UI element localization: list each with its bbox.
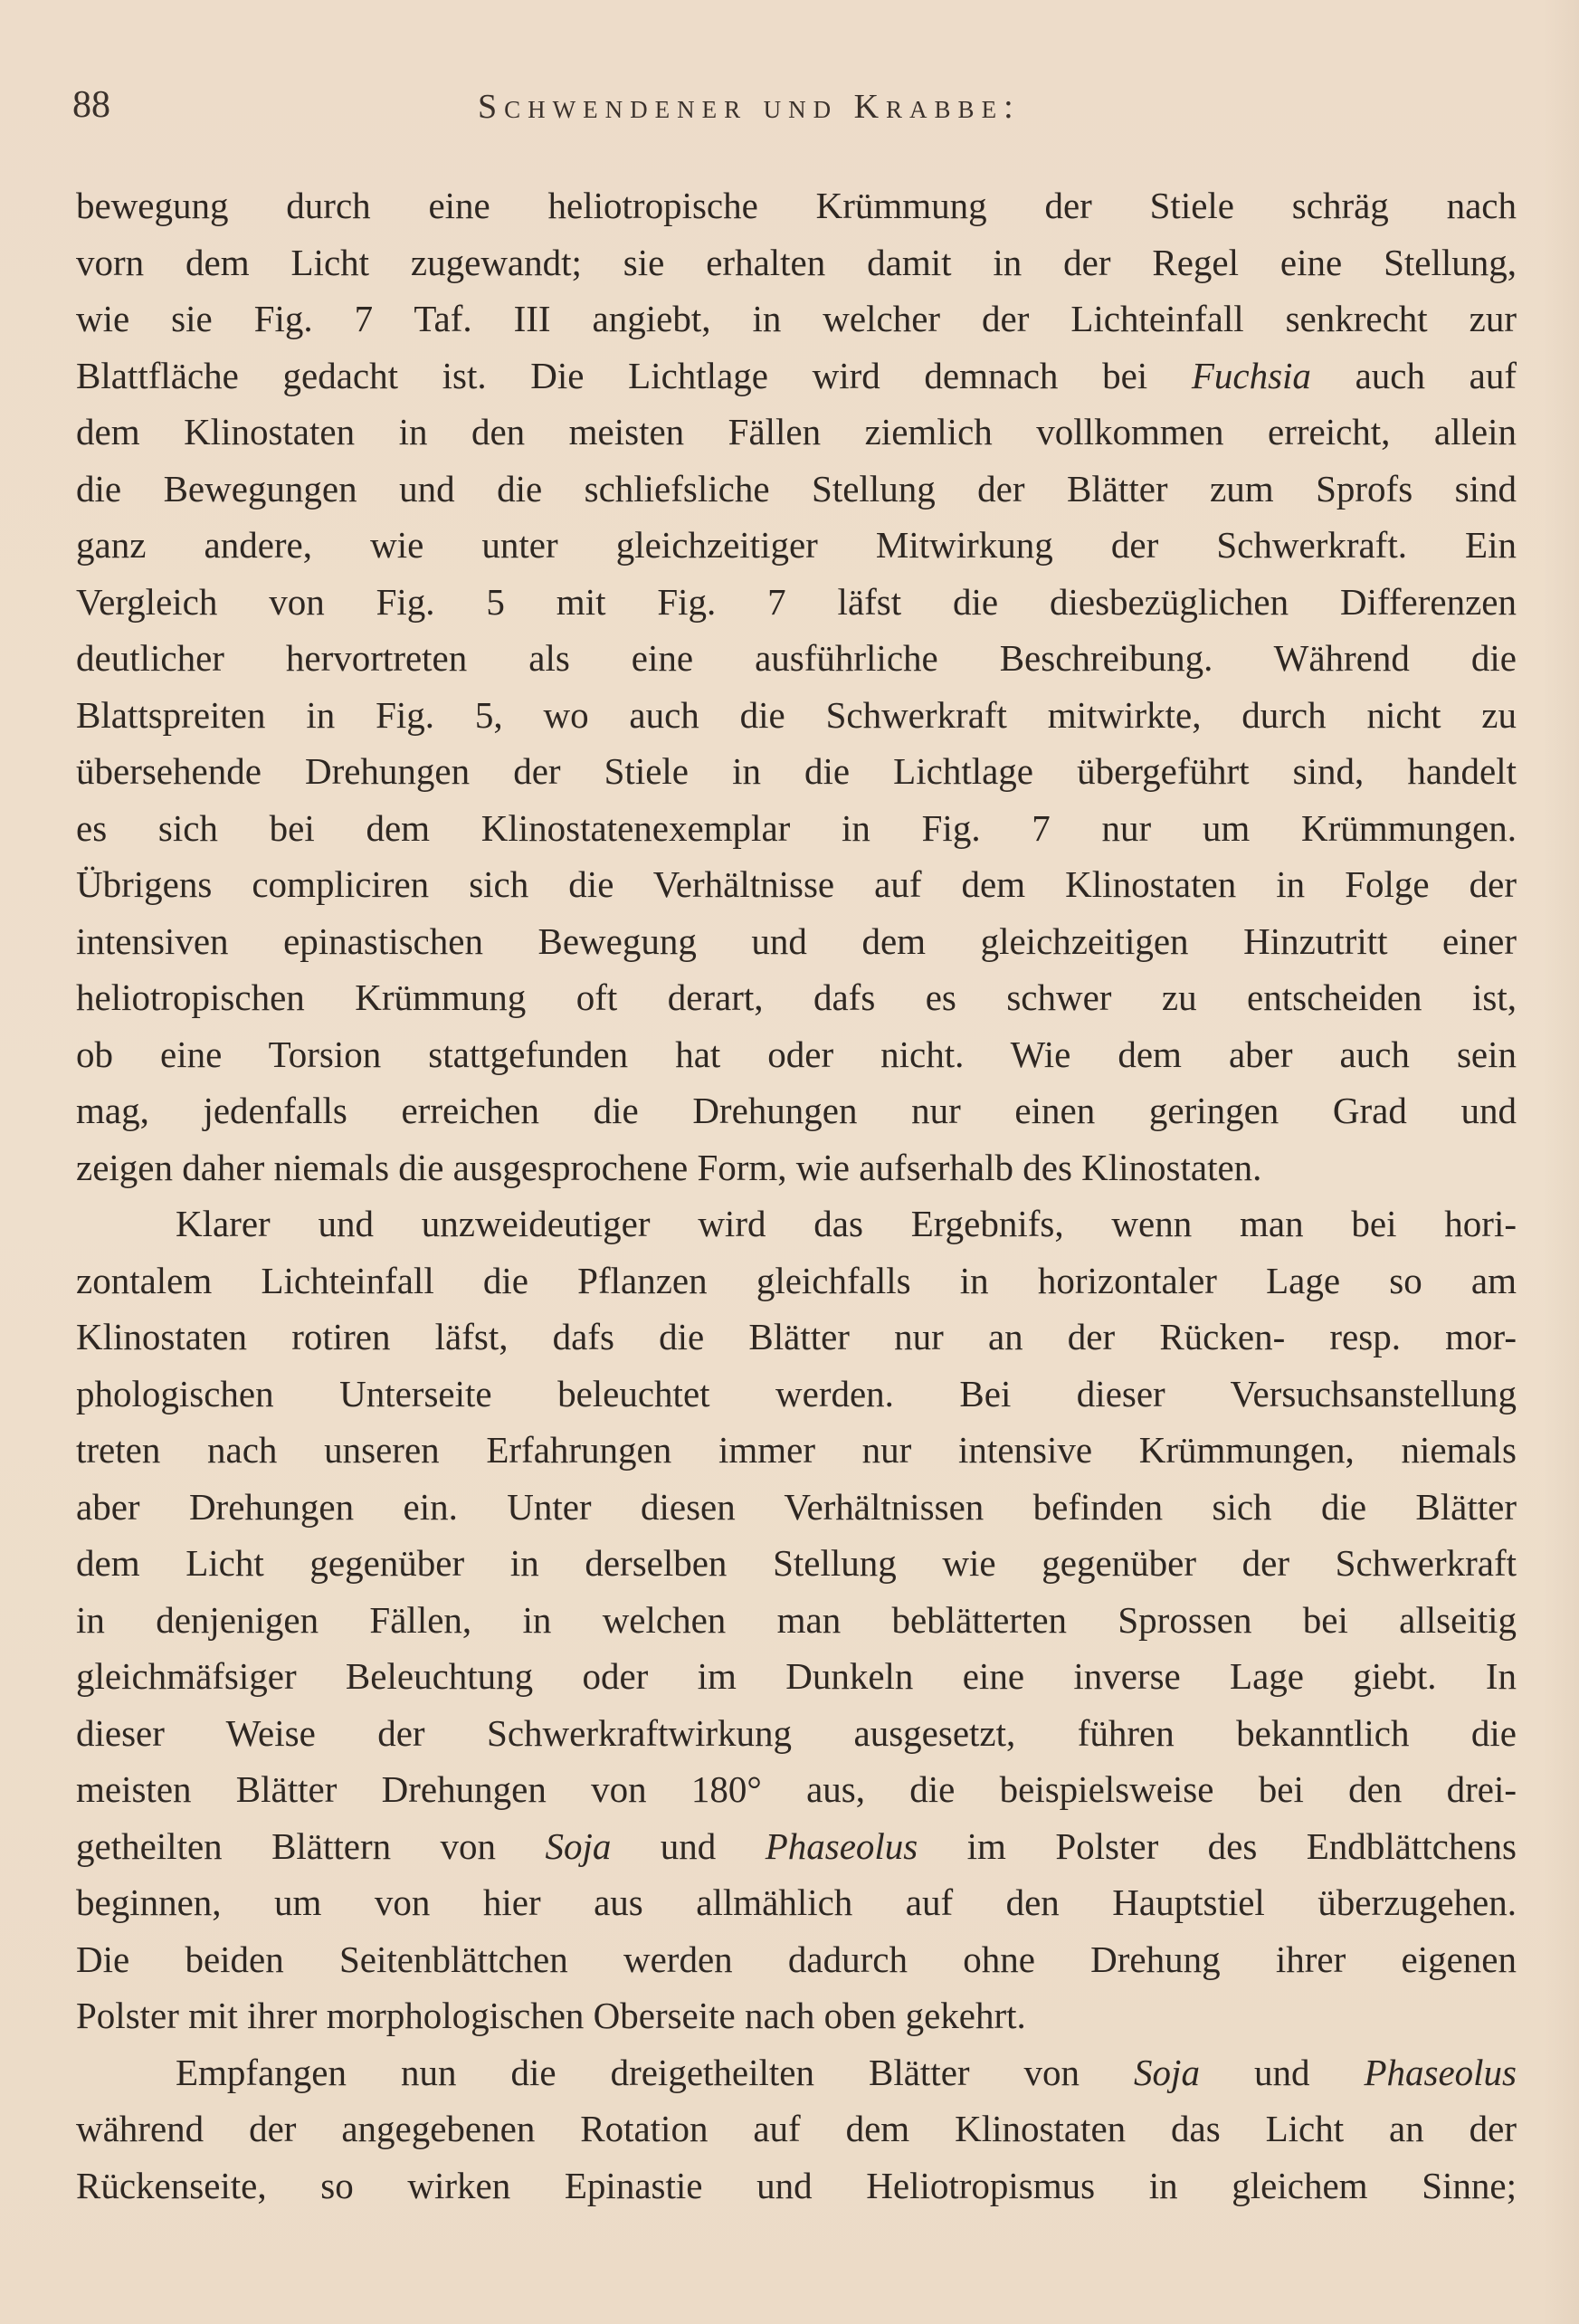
running-title: Schwendener und Krabbe: <box>478 88 1021 126</box>
text-line <box>76 1818 1517 1875</box>
page-edge-shading <box>1543 0 1579 2324</box>
body-text <box>76 177 1517 2214</box>
text-line: zeigen daher niemals die ausgesprochene Form, wie aufserhalb des Klinostaten. <box>76 1146 1262 1188</box>
text-line: dem Licht gegenüber in derselben Stellung wie gegenüber der Schwerkraft <box>76 1542 1517 1584</box>
text-segment: Blattfläche gedacht ist. Die Lichtlage wird demnach bei <box>76 354 1192 396</box>
text-line: heliotropischen Krümmung oft derart, dafs es schwer zu entscheiden ist, <box>76 976 1517 1018</box>
text-line <box>76 348 1517 405</box>
text-segment: im Polster des Endblättchens <box>918 1824 1517 1867</box>
text-line: treten nach unseren Erfahrungen immer nur intensive Krümmungen, niemals <box>76 1429 1517 1471</box>
text-line: Vergleich von Fig. 5 mit Fig. 7 läfst die diesbezüglichen Differenzen <box>76 580 1517 623</box>
running-head <box>72 83 1520 138</box>
text-line: es sich bei dem Klinostatenexemplar in Fig. 7 nur um Krümmungen. <box>76 806 1517 849</box>
text-line: meisten Blätter Drehungen von 180° aus, die beispielsweise bei den drei- <box>76 1768 1517 1810</box>
text-line: phologischen Unterseite beleuchtet werden. Bei dieser Versuchsanstellung <box>76 1372 1517 1414</box>
italic-term: Phaseolus <box>1364 2051 1517 2093</box>
text-line: vorn dem Licht zugewandt; sie erhalten damit in der Regel eine Stellung, <box>76 241 1517 283</box>
text-line: bewegung durch eine heliotropische Krümmung der Stiele schräg nach <box>76 185 1517 226</box>
text-line: Polster mit ihrer morphologischen Oberseite nach oben gekehrt. <box>76 1995 1026 2036</box>
text-line: wie sie Fig. 7 Taf. III angiebt, in welcher der Lichteinfall senkrecht zur <box>76 298 1517 339</box>
text-line: zontalem Lichteinfall die Pflanzen gleichfalls in horizontaler Lage so am <box>76 1259 1517 1301</box>
italic-term: Soja <box>1134 2051 1200 2093</box>
text-line <box>76 2044 1517 2101</box>
text-line: übersehende Drehungen der Stiele in die Lichtlage übergeführt sind, handelt <box>76 750 1517 792</box>
page-number: 88 <box>72 84 110 126</box>
text-line: dem Klinostaten in den meisten Fällen ziemlich vollkommen erreicht, allein <box>76 411 1517 452</box>
text-line: ob eine Torsion stattgefunden hat oder nicht. Wie dem aber auch sein <box>76 1033 1517 1075</box>
text-line: deutlicher hervortreten als eine ausführliche Beschreibung. Während die <box>76 637 1517 679</box>
text-segment: Empfangen nun die dreigetheilten Blätter von <box>176 2051 1135 2093</box>
text-segment: auch auf <box>1310 354 1517 396</box>
text-line: aber Drehungen ein. Unter diesen Verhältnissen befinden sich die Blätter <box>76 1485 1517 1528</box>
text-line: gleichmäfsiger Beleuchtung oder im Dunkeln eine inverse Lage giebt. In <box>76 1655 1517 1697</box>
text-line: die Bewegungen und die schliefsliche Stellung der Blätter zum Sprofs sind <box>76 467 1517 510</box>
text-line: Klinostaten rotiren läfst, dafs die Blätter nur an der Rücken- resp. mor- <box>76 1316 1517 1357</box>
text-line: Blattspreiten in Fig. 5, wo auch die Schwerkraft mitwirkte, durch nicht zu <box>76 693 1517 736</box>
italic-term: Soja <box>545 1824 612 1867</box>
text-line: ganz andere, wie unter gleichzeitiger Mitwirkung der Schwerkraft. Ein <box>76 524 1517 566</box>
italic-term: Fuchsia <box>1191 354 1311 396</box>
text-segment: und <box>611 1824 766 1867</box>
text-line: Klarer und unzweideutiger wird das Ergebnifs, wenn man bei hori- <box>176 1203 1517 1244</box>
text-line: intensiven epinastischen Bewegung und dem gleichzeitigen Hinzutritt einer <box>76 919 1517 962</box>
italic-term: Phaseolus <box>765 1824 918 1867</box>
text-line: in denjenigen Fällen, in welchen man beblätterten Sprossen bei allseitig <box>76 1598 1517 1641</box>
text-segment: getheilten Blättern von <box>76 1824 546 1867</box>
text-line: Übrigens compliciren sich die Verhältnisse auf dem Klinostaten in Folge der <box>76 863 1517 905</box>
text-line: mag, jedenfalls erreichen die Drehungen nur einen geringen Grad und <box>76 1090 1517 1131</box>
text-segment: und <box>1199 2051 1365 2093</box>
text-line: während der angegebenen Rotation auf dem Klinostaten das Licht an der <box>76 2108 1517 2149</box>
text-line: beginnen, um von hier aus allmählich auf den Hauptstiel überzugehen. <box>76 1881 1517 1923</box>
text-line: dieser Weise der Schwerkraftwirkung ausgesetzt, führen bekanntlich die <box>76 1711 1517 1754</box>
text-line: Die beiden Seitenblättchen werden dadurch ohne Drehung ihrer eigenen <box>76 1938 1517 1980</box>
text-line: Rückenseite, so wirken Epinastie und Heliotropismus in gleichem Sinne; <box>76 2164 1517 2206</box>
